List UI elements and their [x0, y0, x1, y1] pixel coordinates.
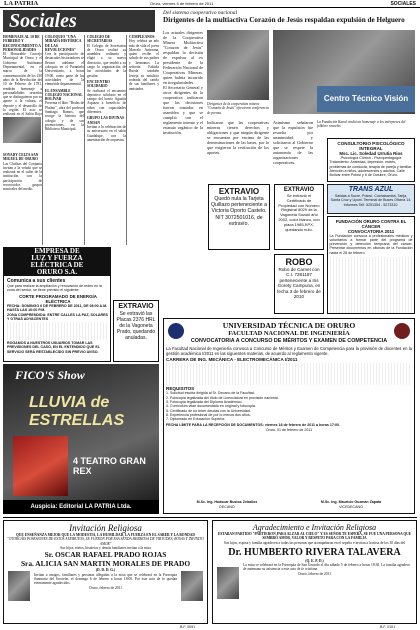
social-column-4	[129, 35, 159, 175]
company-name-line: ORURO S.A.	[36, 268, 78, 276]
invitation-quote: QUE ENSEÑANZA MEJOR QUE LA MODESTIA, LA HUMILDAD, LA FUERZA EN EL SABER Y LA BONDAD	[16, 533, 195, 537]
social-text: El Colegio de Secretarias de Oruro realizó su asamblea ordinaria y eligió a su nuevo directorio, que tendrá a su cargo la organización de las actividades de la gestión.	[87, 43, 126, 78]
social-heading: CUMPLEAÑOS	[129, 35, 155, 39]
university-name: UNIVERSIDAD TÉCNICA DE ORURO	[222, 321, 356, 330]
extravio-notice-2	[208, 184, 270, 250]
invitation-text-2: La misa se celebrará en la Parroquia de San Gerardo el día sábado 5 de febrero a horas 18:30. La familia agradece de antemano su asistencia a este acto de fe cristiana.	[243, 563, 410, 572]
social-heading: COLOQUIO "UNA MIRADA HISTÓRICA DE LAS REVOLUCIONES"	[45, 35, 82, 52]
religious-invitation-2	[212, 520, 417, 624]
ad-text: Que para realizar la ampliación y renovación de redes en la zona del sector, se tiene previsto el siguiente:	[7, 284, 102, 293]
bus-company-ad	[327, 184, 415, 214]
honoree-dd: (Q. E. P. D.)	[305, 558, 324, 563]
ad-tagline: Comunica a sus clientes	[7, 278, 66, 284]
requirement-item: 4. Currículum vitae documentado en original y fotocopia.	[166, 404, 256, 409]
invitation-text: Invitan a amigos, familiares y personas allegadas a la misa que se celebrará en la Parroquia Santuario del Socavón, el domingo 6 de febrero a horas 18:00. Por este acto de fe quedan eternamente agradecidos.	[34, 572, 177, 586]
show-brand: FICO'S Show	[15, 368, 85, 382]
company-name-line: EMPRESA DE	[34, 248, 80, 255]
invitation-title: Agradecimiento e Invitación Religiosa	[252, 523, 377, 532]
career-name: CARRERA DE ING. MECÁNICA - ELECTROMECÁNICA I/2011	[166, 356, 298, 362]
deceased-photo	[181, 571, 203, 601]
show-performer-photo	[13, 436, 68, 496]
faculty-seal-icon	[394, 323, 410, 339]
extravio-notice-1	[113, 300, 159, 362]
notice-text: Robo de Carnet con C.I. 7281187 perteneciente a Iris Gorety Campuna, en fecha 3 de febrero de 2010	[277, 267, 321, 300]
religious-invitation-1	[3, 520, 208, 624]
faculty-name: FACULTAD NACIONAL DE INGENIERÍA	[228, 330, 350, 337]
show-sponsor: Auspicia: Editorial LA PATRIA Ltda.	[3, 500, 159, 514]
notice-text: Se extravió el Certificado de Propiedad con Número Registral 8029 de la Vagoneta Suzuki año 2002, color blanco, con placa 1985-KPX, quedando nulo.	[278, 193, 320, 232]
social-text: Invitan a la celebración de su aniversario en el salón Guadalupe, con la amenización de orquestas.	[87, 124, 126, 142]
notice-text: Quedó nula la Tarjeta Quillazo perteneciente a Victoria Oporto Castelo. NIT 3072501016, de extravío.	[211, 196, 267, 227]
subject-table	[166, 363, 412, 385]
article-photo	[207, 30, 269, 100]
social-column-1	[3, 35, 43, 245]
ad-row: ZONA COMPRENDIDA: ENTRE CALLES LA PAZ, SOLARES Y OTRAS ADYACENTES	[7, 312, 108, 321]
show-title: LLUVIA de ESTRELLAS	[29, 394, 125, 429]
notice-title: ROBO	[285, 257, 313, 267]
invitation-family: Sus hijos, nietos, bisnietos y demás familiares invitan a la misa	[60, 545, 151, 550]
extravio-notice-3	[274, 184, 324, 250]
call-place-date: Oruro, 01 de febrero de 2011	[265, 427, 313, 432]
show-venue: 4 TEATRO GRAN REX	[73, 456, 146, 476]
invitation-text: Sus hijos, esposa y familia agradecen a todas las personas que acompañaron en el sepelio e invitan a la misa de los 30 días del	[223, 540, 406, 545]
notice-title: EXTRAVIO	[283, 187, 315, 193]
requirement-item: 7. Diplomado en Educación Superior.	[166, 417, 226, 422]
article-photo-caption: Dirigentes de la cooperativa minera "Corazón de Jesús" ofrecieron conferencia de prensa.	[207, 102, 269, 115]
requirement-item: 2. Fotocopia legalizada del título de Licenciatura en provisión nacional.	[166, 395, 279, 400]
clinic-doctor: Msc. Lic. Soledad Urrutia Rios	[339, 150, 403, 156]
requirements-heading: REQUISITOS	[166, 386, 195, 392]
group-photo-caption: La Fundación Kanal rindió un homenaje a los intérpretes del folklore orureño.	[317, 120, 406, 129]
article-text: Los actuales dirigentes de la Cooperativa Minera Multiactiva "Corazón de Jesús" respaldan la decisión de expulsar al ex presidente de la Federación Nacional de Cooperativas Mineras, quien habría incurrido en irregularidades.	[163, 30, 203, 85]
robo-notice	[274, 254, 324, 314]
notice-title: EXTRAVIO	[218, 187, 260, 196]
sociales-title: Sociales	[9, 10, 77, 32]
article-text: El Secretario General y otros dirigentes de la cooperativa indicaron que las decisiones fueron tomadas en asamblea y que se cumplió con el reglamento interno y el estatuto orgánico de la institución.	[163, 85, 203, 135]
notice-text: Se extravió las Placas 2376 HRL de la Vagoneta Prado, quedando anuladas.	[116, 311, 156, 341]
signer-name: M.Sc. Ing. Huáscar Bustos Zeballos	[196, 500, 258, 505]
signer-name: M.Sc. Ing. Mauricio Guzmán Zapata	[320, 500, 382, 505]
signature-1	[172, 500, 282, 509]
foundation-details	[330, 257, 413, 314]
deadline: FECHA LÍMITE PARA LA RECEPCIÓN DE DOCUMENTOS: viernes 18 de febrero de 2011 a horas 17:00.	[166, 422, 341, 427]
social-text: Las Cholitas del Conjunto invitan a la velada que se realizará en el salón de la institución, con la participación de reconocidos grupos musicales del medio.	[3, 161, 42, 192]
requirement-item: 1. Solicitud escrita dirigida al Sr. Decano de la Facultad.	[166, 391, 255, 396]
invitation-title: Invitación Religiosa	[69, 523, 142, 533]
tv-service-ad	[317, 86, 415, 112]
deceased-photo	[217, 567, 239, 599]
clinic-text: Tratamiento: Ansiedad, depresión, estrés, problemas de conducta, terapia de pareja y familiar. Atención a niños, adolescentes y adultos. Calle Bolívar entre Potosí y 6 de Octubre, Oruro.	[329, 160, 413, 178]
invitation-quote-2: "OTORGÁIS POSESIONES DE ESTOS ATRIBUTOS, SE FUERON POR ESA SENDA HERMOSA DE VIRTUDES, ROSAS Y INFINITO AMOR"	[7, 537, 204, 546]
call-title: CONVOCATORIA A CONCURSO DE MÉRITOS Y EXAMEN DE COMPETENCIA	[190, 338, 388, 345]
article-header	[163, 10, 418, 26]
article-text: Indicaron que las cooperativas mineras tienen derechos y obligaciones y que ningún dirigente se encuentra por encima de las determinaciones de las bases, por lo que exigieron la restitución de los aportes.	[207, 120, 269, 155]
call-intro: La Facultad Nacional de Ingeniería convoca a Concurso de Méritos y Examen de Competencia para la provisión de docentes en la gestión académica I/2011 en las siguientes materias, de acuerdo al reglamento vigente.	[166, 345, 412, 356]
social-column-3	[87, 35, 127, 245]
ad-street-list	[7, 322, 109, 340]
requirement-item: 6. Experiencia profesional de por lo menos dos años.	[166, 412, 251, 417]
honoree-name: Sr. OSCAR RAFAEL PRADO ROJAS	[44, 550, 167, 560]
university-seal-icon	[168, 323, 184, 339]
article-text: Asimismo señalaron que la expulsión fue resuelta por unanimidad, y solicitaron al Gobierno que se respete la autonomía de las organizaciones cooperativas.	[273, 120, 313, 165]
ad-heading: CORTE PROGRAMADO DE ENERGÍA ELÉCTRICA	[19, 293, 97, 304]
company-name-line: LUZ Y FUERZA	[31, 254, 83, 262]
social-photo	[3, 117, 41, 143]
article-column-1	[163, 30, 203, 170]
honoree-dd: (D. D. D. G.)	[95, 568, 116, 573]
article-kicker: Del sistema cooperativo nacional	[163, 10, 238, 16]
social-heading: HOMENAJE AL 10 DE FEBRERO Y RECONOCIMIENTO A PERSONALIDADES	[3, 35, 41, 52]
invitation-date: Oruro, febrero de 2011	[298, 571, 331, 576]
ficos-show-ad	[3, 364, 159, 514]
university-call-ad	[163, 318, 415, 514]
article-column-2	[207, 120, 269, 180]
social-text: Con la participación de destacados historiadores se llevará adelante el coloquio en el Paraninfo Universitario, a horas 19:00, como parte de las actividades de la efeméride departamental.	[45, 52, 84, 87]
company-header	[4, 248, 110, 276]
clinic-title: CONSULTORIO PSICOLÓGICO INTEGRAL	[337, 140, 405, 151]
bus-company-text: Salidas a Sucre, Potosí, Cochabamba, Tarija, Santa Cruz y Uyuni. Terminal de Buses Oficina 14. Informes Telf. 5251354 - 5273310.	[330, 194, 412, 207]
bottom-section-divider	[3, 517, 417, 518]
section-name: SOCIALES	[390, 0, 416, 7]
footer-code-left: B.F. 0091	[180, 625, 196, 629]
ad-row: FECHA: DOMINGO 6 DE FEBRERO DE 2011, DE 08:00 A.M. HASTA LAS 16:00 P.M.	[7, 304, 108, 313]
foundation-title: FUNDACIÓN ORURO CONTRA EL CÁNCER	[335, 218, 407, 229]
cancer-foundation-ad	[327, 216, 415, 314]
article-title: Dirigentes de la multiactiva Corazón de Jesús respaldan expulsión de Helguero	[163, 16, 405, 24]
requirement-item: 5. Certificado de no tener deudas con la Universidad.	[166, 408, 251, 413]
foundation-text: La Fundación convoca a profesionales médicos y voluntarios a formar parte del programa de prevención y detección temprana del cáncer. Presentar documentos en oficinas de la Fundación hasta el 28 de febrero.	[329, 233, 413, 255]
social-heading: COLEGIO DE SECRETARIAS	[87, 35, 113, 44]
footer-code-right: B.F. 0101	[380, 625, 396, 629]
social-heading: EL ENSAMBLE COLEGIO NACIONAL BOLÍVAR	[45, 88, 83, 102]
social-heading: ENCUENTRO SOLIDARIO	[87, 79, 110, 89]
article-column-3	[273, 120, 313, 180]
signature-2	[296, 500, 406, 509]
honoree-name: Sra. ALICIA SAN MARTIN MORALES DE PRADO	[20, 558, 191, 568]
social-heading: SOYADY CELTA SAN MIGUEL DE ORURO	[3, 152, 39, 162]
newspaper-name: LA PATRIA	[4, 0, 39, 7]
company-name-line: ELÉCTRICA DE	[30, 261, 84, 269]
requirement-item: 3. Fotocopia legalizada del Diploma Académico.	[166, 400, 243, 405]
foundation-subtitle: CONVOCATORIA 2011	[347, 228, 395, 234]
bus-company-name: TRANS AZUL	[348, 186, 394, 193]
social-text: Hoy celebra un año más de vida el joven Marcelo Antezana, quien recibe el saludo de sus padres y hermanos. La señorita Fabiola Rueda también festeja su natalicio rodeada del cariño de sus familiares y amistades.	[129, 39, 159, 91]
page-header	[0, 0, 420, 8]
invitation-date: Oruro, febrero de 2011	[89, 585, 122, 590]
notice-title: EXTRAVIO	[118, 303, 154, 310]
social-column-2	[45, 35, 85, 245]
social-text: Presenta el libro "Bodas de Platino", obra del profesor Santiago Ramos, que recoge la historia del colegio y de sus promociones, en la Biblioteca Municipal.	[45, 101, 84, 132]
deceased-photo	[8, 571, 30, 601]
honoree-name: Dr. HUMBERTO RIVERA TALAVERA	[228, 546, 401, 558]
sociales-banner	[3, 10, 155, 32]
clinic-specialty: Psicología Clínica - Psicopedagogía	[340, 155, 402, 160]
electric-company-ad	[3, 247, 111, 362]
invitation-quote: ESTABAN PARTIDO "PARTIERON PARA ALZAR AL CIELO" Y ES SEÑOR TE ESPERA, SE FUE UNA PERSONA QUE SEMBRÓ AMOR, VALOR Y RESPETO PARA CON LA FAMILIA	[217, 532, 412, 541]
psychology-clinic-ad	[327, 138, 415, 182]
social-text: Se realizará el encuentro deportivo solidario en el campo del barrio Agustín Aspiazu a beneficio de niños con capacidades diferentes.	[87, 88, 126, 115]
social-text: El Honorable Concejo Municipal de Oruro y el Gobierno Autónomo Departamental, en el marco de la conmemoración de los 230 años de la Revolución del 10 de Febrero de 1781, rendirán homenaje a personalidades orureñas que se distinguieron por su aporte a la cultura, el deporte y el desarrollo de la región. El acto se realizará en el Salón Rojo	[3, 52, 42, 117]
social-heading: GRUPO LAS DIVINAS ANDAN	[87, 116, 124, 125]
signer-role: VICEDECANO	[339, 504, 363, 509]
ad-note: ROGAMOS A NUESTROS USUARIOS TOMAR LAS PREVISIONES DEL CASO, EN EL ENTENDIDO QUE EL SERVICIO SERÁ RESTABLECIDO SIN PREVIO AVISO.	[7, 341, 100, 354]
tv-brand: Centro Técnico Visión	[323, 94, 409, 103]
page-date: Oruro, viernes 4 de febrero de 2011	[150, 1, 214, 6]
signer-role: DECANO	[219, 504, 235, 509]
